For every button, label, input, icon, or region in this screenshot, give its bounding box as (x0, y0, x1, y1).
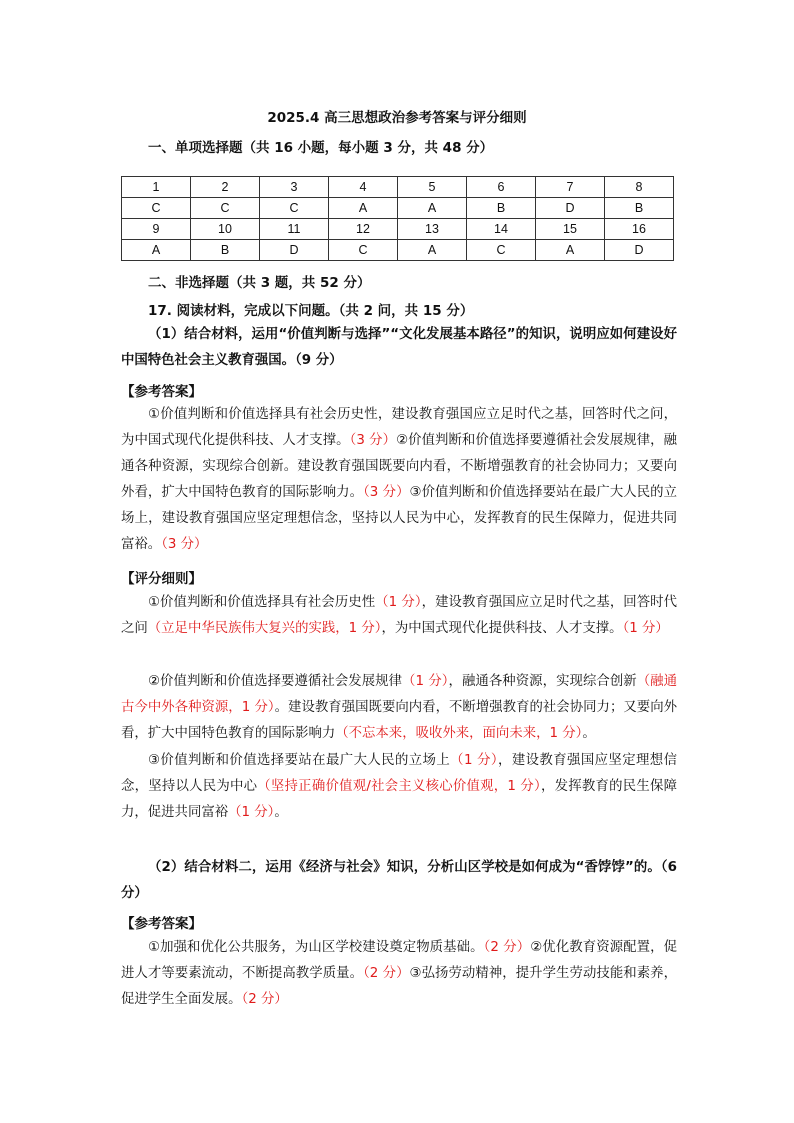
section-heading-nonchoice: 二、非选择题（共 3 题，共 52 分） (148, 275, 371, 291)
grading-text: ，发挥教育的民生保障力，促进共同富裕 (121, 779, 678, 820)
question-17-heading: 17. 阅读材料，完成以下问题。（共 2 问，共 15 分） (148, 303, 474, 319)
q1-answer-score-2: （3 分） (363, 485, 410, 500)
grading-rules-label: 【评分细则】 (121, 571, 202, 587)
grading-text: ②价值判断和价值选择要遵循社会发展规律 (148, 674, 403, 689)
table-cell: C (329, 240, 398, 261)
table-cell: 1 (122, 177, 191, 198)
q1-answer-point-2: ②价值判断和价值选择要遵循社会发展规律，融通各种资源，实现综合创新。建设教育强国既要向内看，不断增强教育的社会协同力；又要向外看，扩大中国特色教育的国际影响力。 (121, 433, 678, 500)
table-cell: C (260, 198, 329, 219)
table-cell: C (467, 240, 536, 261)
q1-answer-point-1: ①价值判断和价值选择具有社会历史性，建设教育强国应立足时代之基，回答时代之问，为中国式现代化提供科技、人才支撑。 (121, 407, 677, 448)
table-cell: 8 (605, 177, 674, 198)
q2-answer-score-3: （2 分） (241, 992, 288, 1007)
table-cell: A (536, 240, 605, 261)
section-heading-choice: 一、单项选择题（共 16 小题，每小题 3 分，共 48 分） (148, 140, 494, 156)
table-cell: A (398, 198, 467, 219)
q2-answer-point-2: ②优化教育资源配置，促进人才等要素流动，不断提高教学质量。 (121, 940, 677, 981)
grading-text: ，为中国式现代化提供科技、人才支撑。 (381, 621, 623, 636)
table-cell: 3 (260, 177, 329, 198)
q1-answer-score-3: （3 分） (161, 537, 208, 552)
grading-text: 。 (274, 805, 288, 820)
q2-answer-point-3: ③弘扬劳动精神，提升学生劳动技能和素养，促进学生全面发展。 (121, 966, 678, 1007)
grading-text: ，融通各种资源，实现综合创新 (448, 674, 637, 689)
grading-note: （立足中华民族伟大复兴的实践，1 分） (147, 621, 382, 636)
table-cell: 10 (191, 219, 260, 240)
q2-reference-answer (121, 935, 677, 1013)
table-cell: A (122, 240, 191, 261)
q1-grading-point-1 (121, 590, 677, 642)
table-cell: D (260, 240, 329, 261)
reference-answer-label-2: 【参考答案】 (121, 916, 202, 932)
grading-text: ③价值判断和价值选择要站在最广大人民的立场上 (148, 753, 451, 768)
grading-text: 。 (582, 726, 596, 741)
table-cell: 11 (260, 219, 329, 240)
table-cell: D (605, 240, 674, 261)
table-cell: B (191, 240, 260, 261)
question-17-2-prompt: （2）结合材料二，运用《经济与社会》知识，分析山区学校是如何成为“香饽饽”的。（6 分） (121, 860, 677, 901)
table-row (122, 240, 674, 261)
grading-text: ，建设教育强国应坚定理想信念，坚持以人民为中心 (121, 753, 677, 794)
q1-reference-answer (121, 402, 677, 558)
table-cell: 15 (536, 219, 605, 240)
table-row (122, 198, 674, 219)
reference-answer-label-1: 【参考答案】 (121, 384, 202, 400)
grading-note: （不忘本来，吸收外来，面向未来，1 分） (335, 726, 583, 741)
table-cell: C (191, 198, 260, 219)
grading-score: （1 分） (375, 595, 422, 610)
table-cell: A (398, 240, 467, 261)
q2-answer-point-1: ①加强和优化公共服务，为山区学校建设奠定物质基础。 (148, 940, 484, 955)
grading-score: （1 分） (622, 621, 669, 636)
grading-note: （融通古今中外各种资源，1 分） (121, 674, 678, 715)
table-cell: D (536, 198, 605, 219)
q1-grading-point-2 (121, 669, 677, 747)
grading-text: 。建设教育强国既要向内看，不断增强教育的社会协同力；又要向外看，扩大中国特色教育的国际影响力 (121, 700, 677, 741)
table-cell: C (122, 198, 191, 219)
grading-score: （1 分） (450, 753, 499, 768)
grading-text: ，建设教育强国应立足时代之基，回答时代之问 (121, 595, 677, 636)
question-17-1-prompt: （1）结合材料，运用“价值判断与选择”“文化发展基本路径”的知识，说明应如何建设好中国特色社会主义教育强国。（9 分） (121, 327, 677, 368)
q2-answer-score-1: （2 分） (483, 940, 531, 955)
table-cell: 12 (329, 219, 398, 240)
answer-table (121, 176, 674, 261)
q1-grading-point-3 (121, 748, 677, 826)
table-row (122, 177, 674, 198)
q1-answer-point-3: ③价值判断和价值选择要站在最广大人民的立场上，建设教育强国应坚定理想信念，坚持以人民为中心，发挥教育的民生保障力，促进共同富裕。 (121, 485, 678, 552)
grading-score: （1 分） (402, 674, 449, 689)
table-cell: A (329, 198, 398, 219)
q2-answer-score-2: （2 分） (363, 966, 410, 981)
table-cell: 13 (398, 219, 467, 240)
table-cell: B (605, 198, 674, 219)
table-cell: 4 (329, 177, 398, 198)
table-cell: 6 (467, 177, 536, 198)
table-cell: 14 (467, 219, 536, 240)
grading-note: （坚持正确价值观/社会主义核心价值观，1 分） (257, 779, 541, 794)
table-cell: 5 (398, 177, 467, 198)
table-cell: 16 (605, 219, 674, 240)
table-cell: 2 (191, 177, 260, 198)
q1-answer-score-1: （3 分） (349, 433, 397, 448)
table-cell: 7 (536, 177, 605, 198)
table-cell: 9 (122, 219, 191, 240)
grading-text: ①价值判断和价值选择具有社会历史性 (148, 595, 376, 610)
table-cell: B (467, 198, 536, 219)
grading-score: （1 分） (228, 805, 275, 820)
document-title: 2025.4 高三思想政治参考答案与评分细则 (267, 110, 527, 126)
table-row (122, 219, 674, 240)
